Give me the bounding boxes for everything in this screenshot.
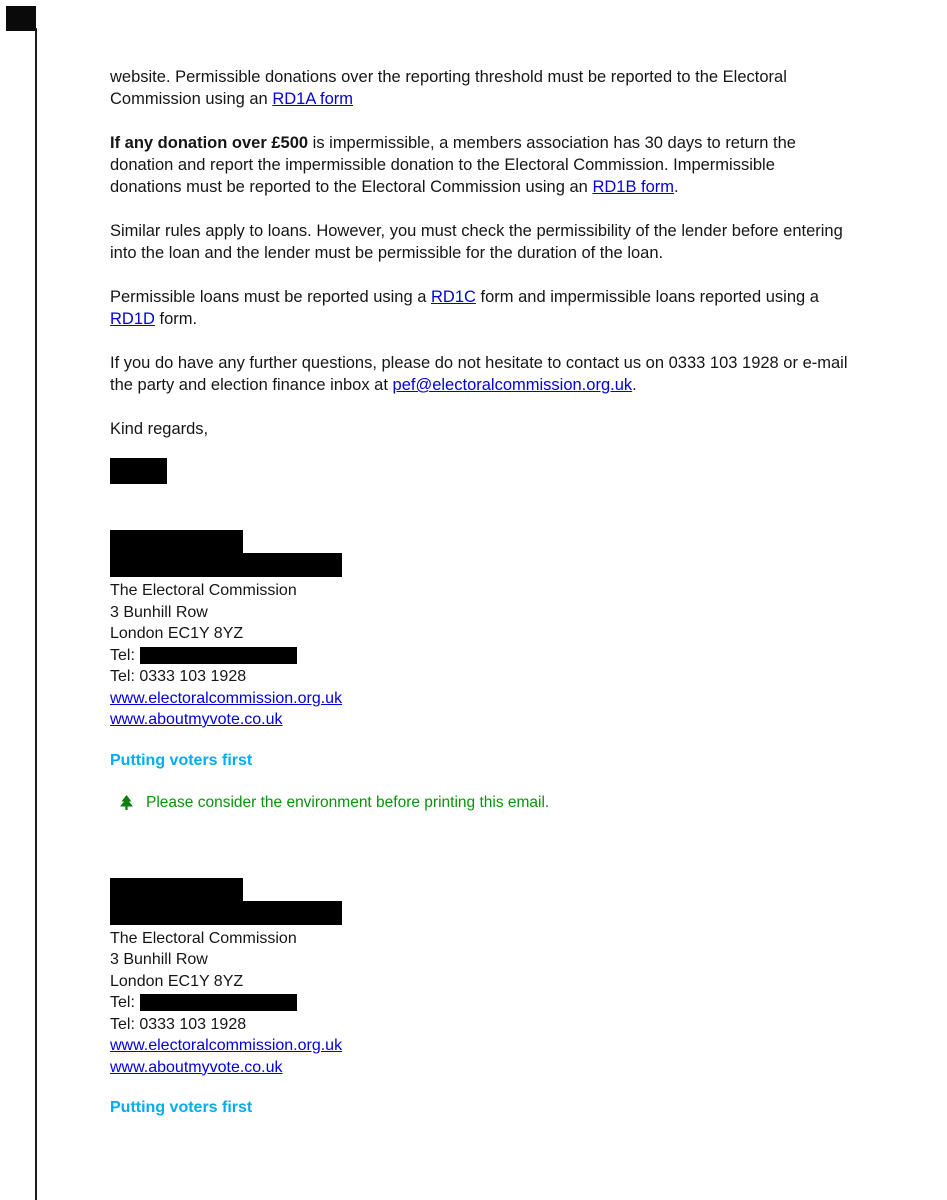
redaction-stack [110,530,848,577]
paragraph-text: If you do have any further questions, please do not hesitate to contact us on 0333 103 1928 or e-mail the party and election finance inbox at [110,354,848,394]
paragraph-loan-forms [110,286,848,330]
paragraph-contact [110,352,848,396]
bold-text: If any donation over £500 [110,134,309,152]
signature-org: The Electoral Commission [110,929,297,947]
tel-label: Tel: [110,646,135,664]
aboutmyvote-link[interactable]: www.aboutmyvote.co.uk [110,711,283,728]
pef-email-link[interactable]: pef@electoralcommission.org.uk [392,376,633,394]
tagline-putting-voters-first: Putting voters first [110,751,253,769]
signature-tel-public: Tel: 0333 103 1928 [110,1015,247,1033]
signature-url-row [110,688,848,710]
signature-address-2: London EC1Y 8YZ [110,972,244,990]
paragraph-text: website. Permissible donations over the reporting threshold must be reported to the Electoral Commission using an [110,68,787,108]
signature-tel-redacted [110,992,848,1014]
signature-url-row [110,1035,848,1057]
signature-address-1: 3 Bunhill Row [110,603,208,621]
signature-block-1 [110,530,848,814]
paragraph-text: Similar rules apply to loans. However, you must check the permissibility of the lender before entering into the loan and the lender must be permissible for the duration of the loan. [110,222,843,262]
signature-address-1: 3 Bunhill Row [110,951,208,968]
paragraph-text: Permissible loans must be reported using a [110,288,431,306]
signature-url-row [110,1057,848,1079]
paragraph-text: . [674,178,679,196]
signature-address-2: London EC1Y 8YZ [110,625,244,642]
email-body [110,66,848,1119]
tel-label: Tel: [110,994,135,1011]
redaction-stack [110,878,848,925]
scan-edge-line [35,28,37,1200]
signature-org: The Electoral Commission [110,582,297,599]
redaction-box-phone [140,647,297,664]
redaction-box-name [110,530,243,553]
electoralcommission-link[interactable]: www.electoralcommission.org.uk [110,1037,343,1054]
redaction-box-phone [140,994,297,1011]
redaction-box-title [110,553,342,577]
aboutmyvote-link[interactable]: www.aboutmyvote.co.uk [110,1058,283,1076]
environment-notice-text: Please consider the environment before printing this email. [146,794,550,811]
redaction-box-title [110,901,342,925]
signature-block-2 [110,878,848,1119]
scan-corner-artifact [6,6,36,31]
paragraph-text: . [632,376,637,394]
signoff-text: Kind regards, [110,420,209,438]
electoralcommission-link[interactable]: www.electoralcommission.org.uk [110,689,343,707]
rd1b-form-link[interactable]: RD1B form [592,178,675,196]
redaction-box-name [110,878,243,901]
paragraph-text: form. [154,310,198,328]
signature-url-row [110,709,848,731]
rd1a-form-link[interactable]: RD1A form [272,90,354,108]
environment-tree-icon [118,795,135,810]
signature-tel-public: Tel: 0333 103 1928 [110,668,247,685]
environment-notice [110,792,848,814]
paragraph-loans-rules [110,220,848,264]
redaction-box-signature [110,458,167,484]
paragraph-text: form and impermissible loans reported using a [475,288,819,306]
rd1d-form-link[interactable]: RD1D [110,310,155,328]
paragraph-text: is impermissible, a members association has 30 days to return the donation and report the impermissible donation to the Electoral Commission. Impermissible donations must be reported to the Electoral Commission using an [110,134,796,196]
signature-tel-redacted [110,645,848,667]
tagline-putting-voters-first: Putting voters first [110,1099,253,1116]
rd1c-form-link[interactable]: RD1C [431,288,476,306]
paragraph-permissible-donations [110,66,848,110]
paragraph-impermissible-donations [110,132,848,198]
